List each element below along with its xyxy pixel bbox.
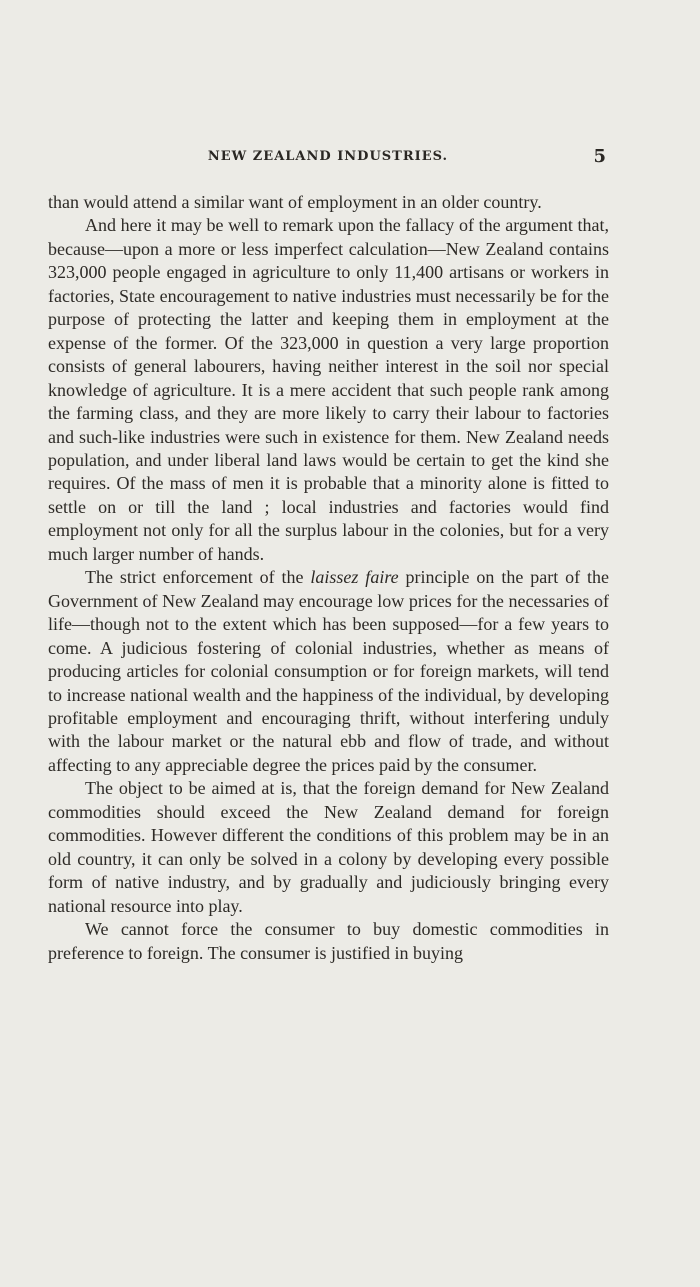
paragraph-fallacy-argument: And here it may be well to remark upon the fallacy of the argument that, because—upon a more or less imperfect calculation—New Zealand contains 323,000 people engaged in agriculture to only 11,400 artisans or workers in factories, State encouragement to native industries must necessarily be for the purpose of protecting the latter and keeping them in employment at the expense of the former. Of the 323,000 in question a very large proportion consists of general labourers, having neither interest in the soil nor special knowledge of agriculture. It is a mere accident that such people rank among the farming class, and they are more likely to carry their labour to factories and such-like industries were such in existence for them. New Zealand needs population, and under liberal land laws would be certain to get the kind she requires. Of the mass of men it is probable that a minority alone is fitted to settle on or till the land ; local industries and factories would find employment not only for all the surplus labour in the colonies, but for a very much larger number of hands. (48, 215, 609, 564)
body-text (48, 191, 609, 965)
paragraph-continuation: than would attend a similar want of employment in an older country. (48, 192, 542, 212)
paragraph-text-before: The strict enforcement of the (85, 567, 311, 588)
page-number: 5 (593, 146, 606, 167)
paragraph-consumer: We cannot force the consumer to buy domestic commodities in preference to foreign. The consumer is justified in buying (48, 919, 609, 963)
paragraph-foreign-demand: The object to be aimed at is, that the foreign demand for New Zealand commodities should exceed the New Zealand demand for foreign commodities. However different the conditions of this problem may be in an old country, it can only be solved in a colony by developing every possible form of native industry, and by gradually and judiciously bringing every national resource into play. (48, 778, 609, 916)
page-header (48, 146, 608, 170)
running-head: NEW ZEALAND INDUSTRIES. (207, 149, 449, 164)
paragraph-text-after: principle on the part of the Government of New Zealand may encourage low prices for the necessaries of life—though not to the extent which has been supposed—for a few years to come. A judicious fostering of colonial industries, whether as means of producing articles for colonial consumption or for foreign markets, will tend to increase national wealth and the happiness of the individual, by developing profitable employment and encouraging thrift, without interfering unduly with the labour market or the natural ebb and flow of trade, and without affecting to any appreciable degree the prices paid by the consumer. (48, 567, 609, 775)
italic-term: laissez faire (310, 567, 399, 588)
paragraph-laissez-faire (48, 566, 609, 777)
